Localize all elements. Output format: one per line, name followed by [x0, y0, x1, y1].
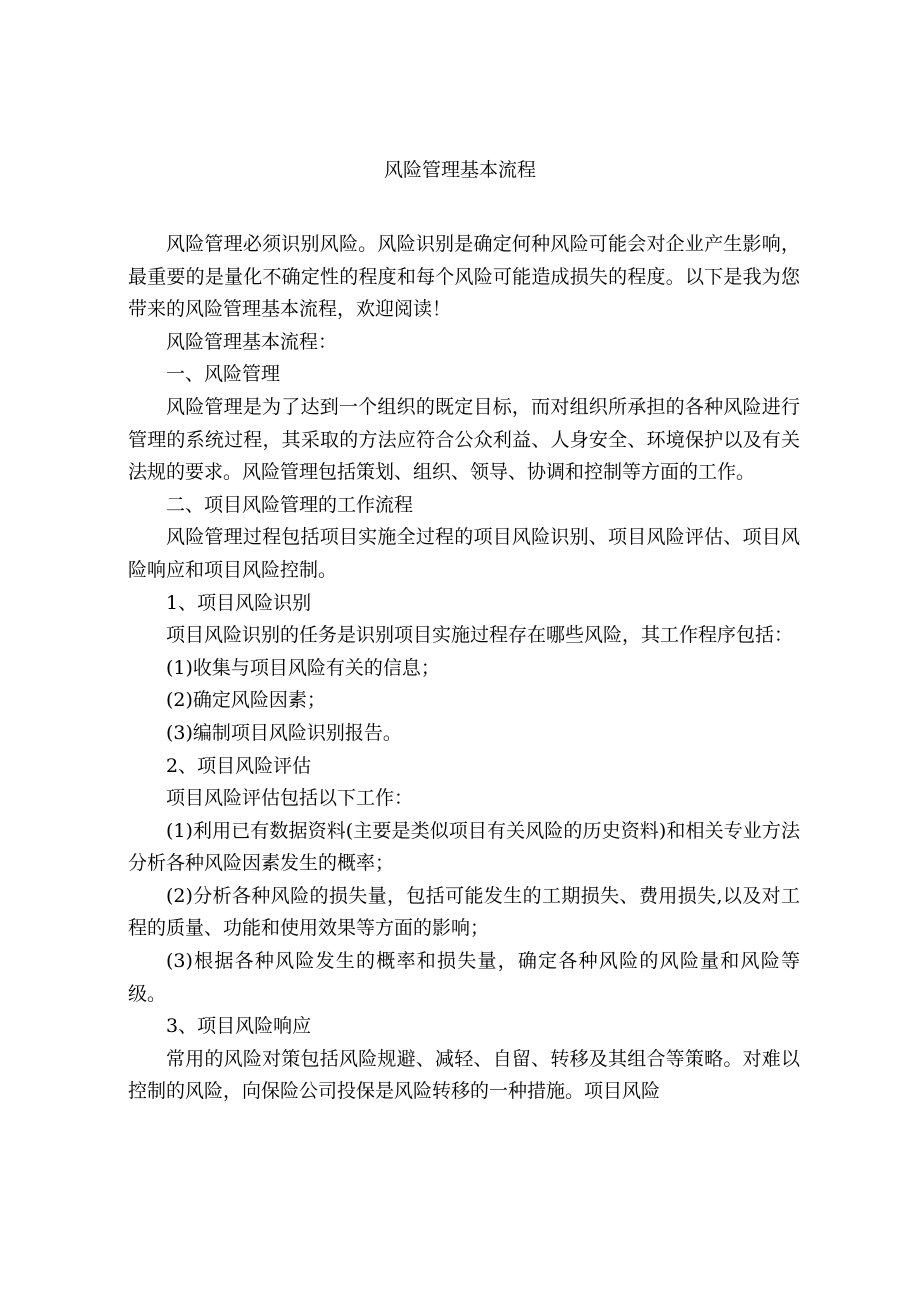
section-heading-2: 二、项目风险管理的工作流程: [166, 493, 414, 516]
list-item: (1)利用已有数据资料(主要是类似项目有关风险的历史资料)和相关专业方法分析各种风险因素发生的概率；: [128, 819, 800, 875]
paragraph-heading-process: 风险管理基本流程：: [166, 330, 338, 353]
list-item: (2)分析各种风险的损失量，包括可能发生的工期损失、费用损失,以及对工程的质量、功能和使用效果等方面的影响；: [128, 884, 800, 940]
document-title: 风险管理基本流程: [383, 159, 536, 181]
list-item: (3)根据各种风险发生的概率和损失量，确定各种风险的风险量和风险等级。: [128, 950, 800, 1005]
paragraph-identification: 项目风险识别的任务是识别项目实施过程存在哪些风险，其工作程序包括：: [166, 624, 794, 647]
paragraph-response: 常用的风险对策包括风险规避、减轻、自留、转移及其组合等策略。对难以控制的风险，向保险公司投保是风险转移的一种措施。项目风险: [128, 1047, 800, 1103]
subsection-heading-2: 2、项目风险评估: [166, 754, 312, 777]
subsection-heading-3: 3、项目风险响应: [166, 1015, 312, 1038]
list-item: (1)收集与项目风险有关的信息；: [166, 656, 440, 679]
list-item: (2)确定风险因素；: [166, 689, 326, 712]
paragraph-assessment: 项目风险评估包括以下工作：: [166, 787, 414, 810]
document-body: [128, 228, 800, 1108]
list-item: (3)编制项目风险识别报告。: [166, 721, 402, 744]
subsection-heading-1: 1、项目风险识别: [166, 591, 312, 614]
paragraph-intro: 风险管理必须识别风险。风险识别是确定何种风险可能会对企业产生影响，最重要的是量化不确定性的程度和每个风险可能造成损失的程度。以下是我为您带来的风险管理基本流程，欢迎阅读！: [128, 233, 800, 321]
paragraph-definition: 风险管理是为了达到一个组织的既定目标，而对组织所承担的各种风险进行管理的系统过程，其采取的方法应符合公众利益、人身安全、环境保护以及有关法规的要求。风险管理包括策划、组织、领导、协调和控制等方面的工作。: [128, 395, 800, 484]
paragraph-process-overview: 风险管理过程包括项目实施全过程的项目风险识别、项目风险评估、项目风险响应和项目风险控制。: [128, 526, 800, 581]
section-heading-1: 一、风险管理: [166, 363, 281, 386]
